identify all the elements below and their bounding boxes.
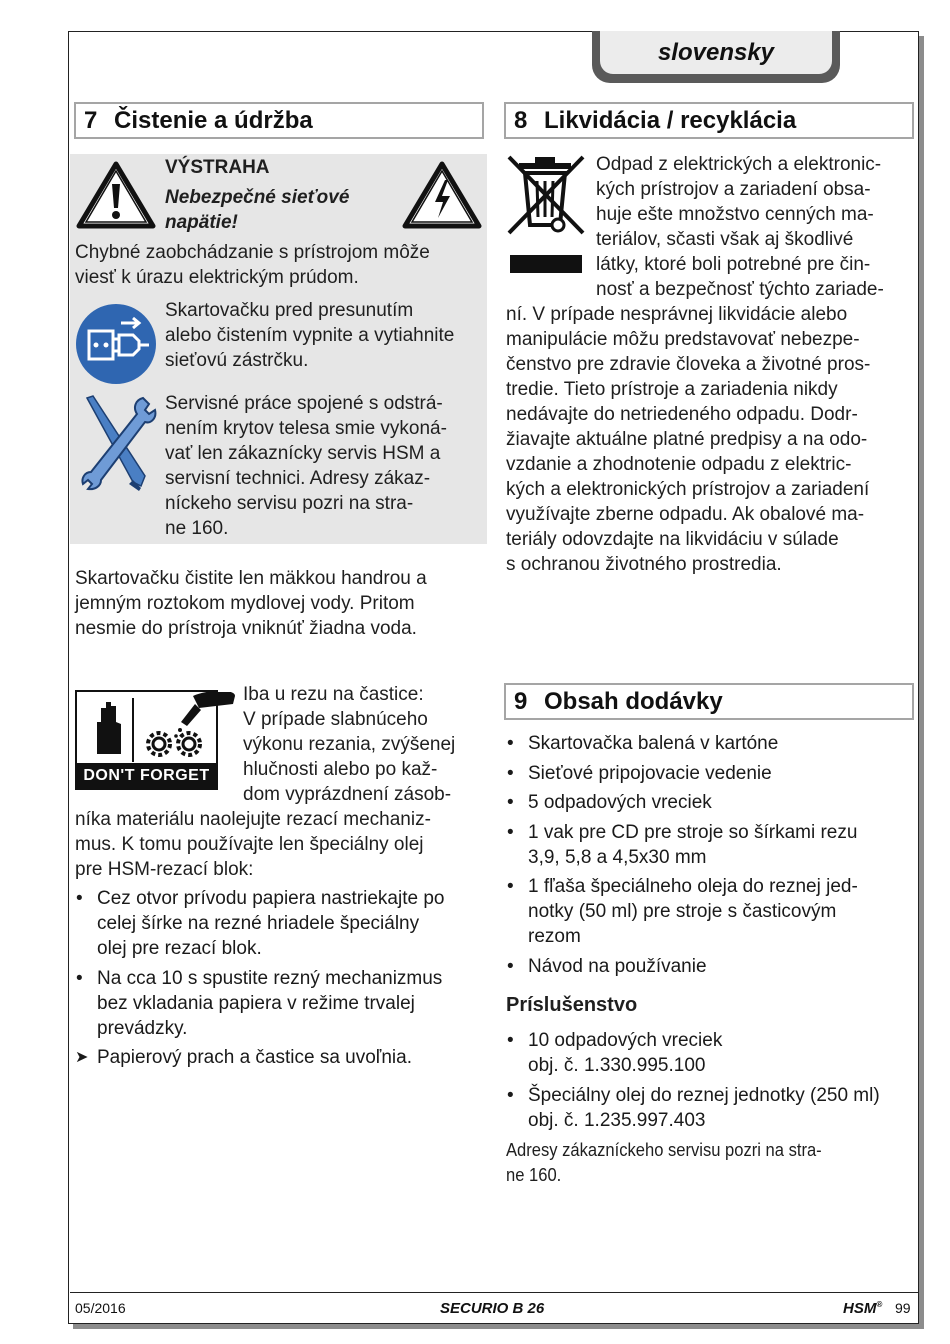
section-9-number: 9: [514, 687, 528, 715]
oil-intro-continued: níka materiálu naolejujte rezací mechaniz- mus. K tomu používajte len špeciálny olej pre HSM-rezací blok:: [75, 809, 431, 880]
cleaning-text: Skartovačku čistite len mäkkou handrou a jemným roztokom mydlovej vody. Pritom nesmie do prístroja vniknúť žiadna voda.: [75, 568, 427, 639]
oil-can-gears-icon: [77, 692, 237, 767]
disposal-text-wrapped: Odpad z elektrických a elektronic- kých prístrojov a zariadení obsa- huje ešte množstvo cenných ma- teriálov, sčasti však aj škodlivé látky, ktoré boli potrebné pre čin- nosť a bezpečnosť týchto zariade-: [596, 154, 884, 300]
list-item: • Skartovačka balená v kartóne: [506, 731, 916, 756]
section-7-number: 7: [84, 106, 98, 134]
section-8-number: 8: [514, 106, 528, 134]
electric-hazard-icon: [402, 160, 482, 230]
section-8-heading: [504, 102, 914, 139]
service-tools-icon: [75, 392, 157, 492]
footer-model: SECURIO B 26: [440, 1300, 545, 1317]
accessories-list: [506, 1028, 926, 1137]
footer-divider: [70, 1292, 918, 1293]
list-item: • 1 fľaša špeciálneho oleja do reznej jed- notky (50 ml) pre stroje s časticovým rezom: [506, 874, 916, 949]
list-item: • Na cca 10 s spustite rezný mechanizmus bez vkladania papiera v režime trvalej prevádzky.: [75, 966, 485, 1041]
result-item: ➤ Papierový prach a častice sa uvoľnia.: [75, 1045, 485, 1070]
list-item: • Špeciálny olej do reznej jednotky (250 ml) obj. č. 1.235.997.403: [506, 1083, 926, 1133]
section-9-title: Obsah dodávky: [544, 687, 723, 715]
section-9-heading: [504, 683, 914, 720]
service-text: Servisné práce spojené s odstrá- nením krytov telesa smie vykoná- vať len zákaznícky servis HSM a servisní technici. Adresy zákaz- níckeho servisu pozri na stra- ne 160.: [165, 393, 447, 539]
warning-subtitle-2: napätie!: [165, 212, 238, 233]
section-7-heading: [74, 102, 484, 139]
dont-forget-oil-icon: [75, 690, 218, 790]
footer-date: 05/2016: [75, 1300, 126, 1316]
delivery-contents-list: [506, 731, 916, 983]
warning-triangle-icon: [76, 160, 156, 230]
language-tab: slovensky: [600, 31, 832, 74]
section-8-title: Likvidácia / recyklácia: [544, 106, 797, 134]
disposal-text: ní. V prípade nesprávnej likvidácie alebo manipulácie môžu predstavovať nebezpe- čenstvo pre zdravie človeka a životné pros- tredie. Tieto prístroje a zariadenia nikdy nedávajte do netriedeného odpadu. Dodr- žiavajte aktuálne platné predpisy a na odo- vzdanie a zhodnotenie odpadu z elektric- kých a elektronických prístrojov a zariadení využívajte zberne odpadu. Ak obalové ma- teriály odovzdajte na likvidáciu v súlade s ochranou životného prostredia.: [506, 304, 871, 575]
section-7-title: Čistenie a údržba: [114, 106, 313, 134]
warning-title: VÝSTRAHA: [165, 157, 270, 178]
list-item: • Sieťové pripojovacie vedenie: [506, 761, 916, 786]
footer-brand-mark: ®: [876, 1300, 883, 1309]
service-note: Adresy zákazníckeho servisu pozri na stra- ne 160.: [506, 1140, 822, 1185]
list-item: • 5 odpadových vreciek: [506, 790, 916, 815]
footer-brand: HSM: [843, 1300, 877, 1317]
list-item: • Cez otvor prívodu papiera nastriekajte po celej šírke na rezné hriadele špeciálny olej pre rezací blok.: [75, 886, 485, 961]
accessories-title: Príslušenstvo: [506, 994, 638, 1016]
warning-text: Chybné zaobchádzanie s prístrojom môže viesť k úrazu elektrickým prúdom.: [75, 242, 430, 288]
list-item: • 1 vak pre CD pre stroje so šírkami rezu 3,9, 5,8 a 4,5x30 mm: [506, 820, 916, 870]
unplug-text: Skartovačku pred presunutím alebo čistením vypnite a vytiahnite sieťovú zástrčku.: [165, 300, 455, 371]
dont-forget-label: DON'T FORGET: [77, 763, 216, 788]
warning-subtitle-1: Nebezpečné sieťové: [165, 187, 350, 208]
oil-intro: Iba u rezu na častice: V prípade slabnúceho výkonu rezania, zvýšenej hlučnosti alebo po kaž- dom vyprázdnení zásob-: [243, 684, 456, 805]
list-item: • Návod na používanie: [506, 954, 916, 979]
unplug-icon: [75, 303, 157, 385]
oil-steps-list: [75, 886, 485, 1075]
footer-brand-logo: [843, 1300, 882, 1317]
list-item: • 10 odpadových vreciek obj. č. 1.330.995.100: [506, 1028, 926, 1078]
footer-page-number: 99: [895, 1300, 911, 1316]
crossed-bin-icon: [505, 153, 587, 278]
